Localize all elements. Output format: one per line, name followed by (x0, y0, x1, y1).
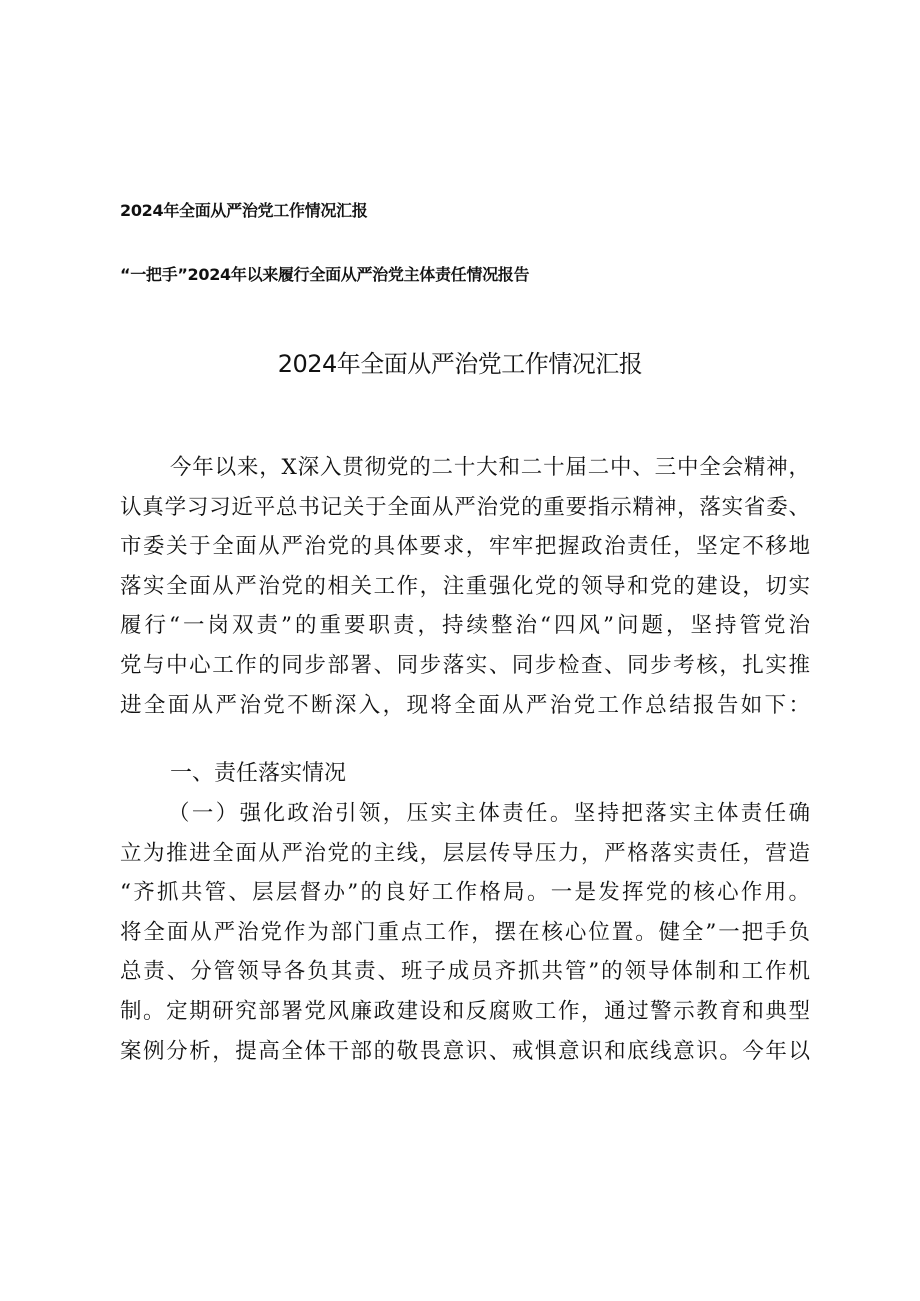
paragraph-line: 立为推进全面从严治党的主线，层层传导压力，严格落实责任，营造 (120, 840, 810, 866)
section-paragraph (120, 794, 810, 1071)
paragraph-line: 认真学习习近平总书记关于全面从严治党的重要指示精神，落实省委、 (120, 494, 810, 520)
paragraph-line: 进全面从严治党不断深入，现将全面从严治党工作总结报告如下： (120, 692, 810, 718)
document-title: 2024年全面从严治党工作情况汇报 (277, 350, 643, 378)
paragraph-line: 案例分析，提高全体干部的敬畏意识、戒惧意识和底线意识。今年以 (120, 1038, 810, 1064)
paragraph-line: 总责、分管领导各负其责、班子成员齐抓共管”的领导体制和工作机 (120, 959, 810, 985)
paragraph-line: 落实全面从严治党的相关工作，注重强化党的领导和党的建设，切实 (120, 573, 810, 599)
intro-paragraph (120, 448, 810, 725)
section-heading: 一、责任落实情况 (170, 761, 347, 786)
paragraph-line: 党与中心工作的同步部署、同步落实、同步检查、同步考核，扎实推 (120, 652, 810, 678)
paragraph-line: 制。定期研究部署党风廉政建设和反腐败工作，通过警示教育和典型 (120, 998, 810, 1024)
toc-line-2: “一把手”2024年以来履行全面从严治党主体责任情况报告 (120, 265, 530, 284)
paragraph-line: 市委关于全面从严治党的具体要求，牢牢把握政治责任，坚定不移地 (120, 534, 810, 560)
toc-line-1: 2024年全面从严治党工作情况汇报 (120, 201, 368, 220)
paragraph-line: 履行“一岗双责”的重要职责，持续整治“四风”问题，坚持管党治 (120, 613, 810, 639)
paragraph-line: 将全面从严治党作为部门重点工作，摆在核心位置。健全”一把手负 (120, 919, 810, 945)
paragraph-line: 今年以来，X深入贯彻党的二十大和二十届二中、三中全会精神， (170, 455, 810, 480)
paragraph-line: “齐抓共管、层层督办”的良好工作格局。一是发挥党的核心作用。 (120, 880, 810, 906)
paragraph-line: （一）强化政治引领，压实主体责任。坚持把落实主体责任确 (168, 801, 810, 826)
